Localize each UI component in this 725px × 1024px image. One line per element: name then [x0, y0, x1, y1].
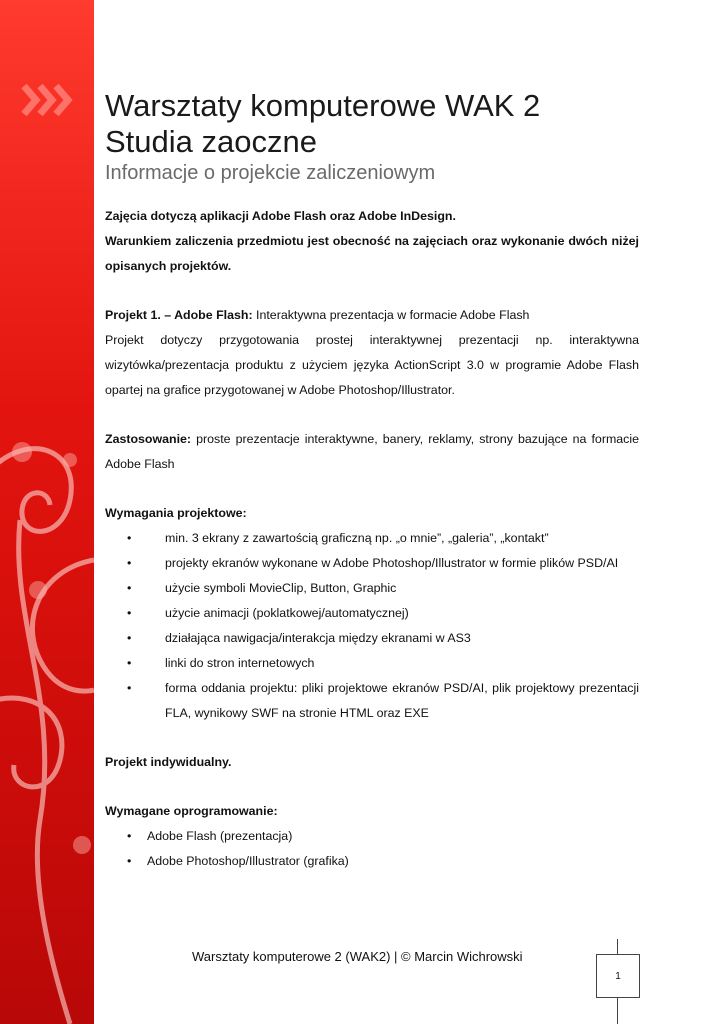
list-item: • min. 3 ekrany z zawartością graficzną np. „o mnie”, „galeria”, „kontakt”	[127, 531, 549, 545]
individual-note: Projekt indywidualny.	[105, 755, 232, 769]
document-body	[105, 88, 639, 874]
intro-line1: Zajęcia dotyczą aplikacji Adobe Flash oraz Adobe InDesign.	[105, 209, 456, 223]
project1-description: Projekt dotyczy przygotowania prostej interaktywnej prezentacji np. interaktywna wizytówka/prezentacja produktu z użyciem języka ActionScript 3.0 w programie Adobe Flash opartej na grafice przygotowanej w Adobe Photoshop/Illustrator.	[105, 333, 639, 397]
intro-line2: Warunkiem zaliczenia przedmiotu jest obecność na zajęciach oraz wykonanie dwóch niżej opisanych projektów.	[105, 234, 639, 273]
requirements-heading: Wymagania projektowe:	[105, 506, 247, 520]
page-footer: Warsztaty komputerowe 2 (WAK2) | © Marcin Wichrowski	[192, 949, 523, 964]
list-item: • forma oddania projektu: pliki projektowe ekranów PSD/AI, plik projektowy prezentacji FLA, wynikowy SWF na stronie HTML oraz EXE	[127, 681, 639, 720]
page-subtitle: Informacje o projekcie zaliczeniowym	[105, 162, 436, 184]
usage-paragraph: Zastosowanie: proste prezentacje interaktywne, banery, reklamy, strony bazujące na formacie Adobe Flash	[105, 432, 639, 471]
decorative-swirl-graphic	[0, 0, 94, 1024]
list-item: • Adobe Photoshop/Illustrator (grafika)	[127, 854, 349, 868]
list-item: • użycie symboli MovieClip, Button, Graphic	[127, 581, 397, 595]
list-item: • projekty ekranów wykonane w Adobe Photoshop/Illustrator w formie plików PSD/AI	[127, 556, 619, 570]
page-title: Warsztaty komputerowe WAK 2	[105, 88, 541, 123]
swirl-ornament	[0, 449, 94, 1024]
list-item: • Adobe Flash (prezentacja)	[127, 829, 293, 843]
list-item: • działająca nawigacja/interakcja między ekranami w AS3	[127, 631, 471, 645]
list-item: • linki do stron internetowych	[127, 656, 315, 670]
software-heading: Wymagane oprogramowanie:	[105, 804, 278, 818]
list-item: • użycie animacji (poklatkowej/automatycznej)	[127, 606, 409, 620]
requirements-list	[105, 526, 639, 726]
decorative-red-band	[0, 0, 94, 1024]
page-title-line2: Studia zaoczne	[105, 124, 317, 159]
page-number: 1	[596, 954, 640, 998]
software-list	[105, 824, 639, 874]
project1-heading: Projekt 1. – Adobe Flash: Interaktywna prezentacja w formacie Adobe Flash	[105, 308, 530, 322]
chevron-icon	[24, 86, 68, 114]
